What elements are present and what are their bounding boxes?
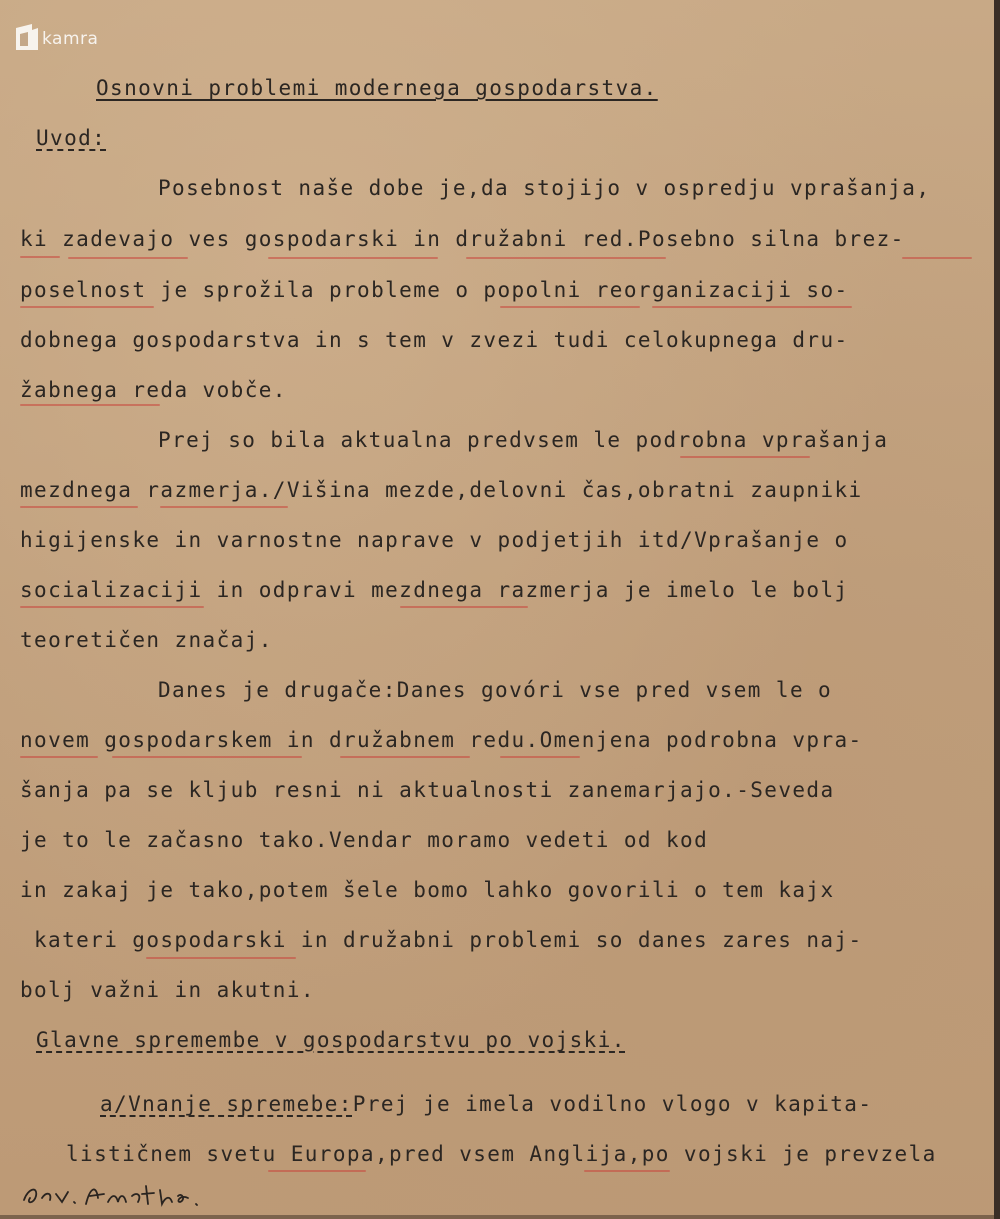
red-underline: [340, 756, 470, 758]
text-line-12: novem gospodarskem in družabnem redu.Omenjena podrobna vpra-: [20, 728, 863, 752]
text-line-2: ki zadevajo ves gospodarski in družabni red.Posebno silna brez-: [20, 227, 905, 251]
subsection-block: [100, 1094, 872, 1115]
sub-line-1: Prej je imela vodilno vlogo v kapita-: [352, 1092, 873, 1116]
text-line-13: šanja pa se kljub resni ni aktualnosti zanemarjajo.-Seveda: [20, 778, 835, 802]
document-title: Osnovni problemi modernega gospodarstva.: [96, 76, 658, 100]
handwritten-note: [20, 1178, 210, 1217]
red-underline: [20, 306, 154, 308]
watermark: [14, 22, 98, 52]
kamra-logo-icon: [14, 22, 40, 52]
red-underline: [902, 257, 972, 259]
text-line-6: Prej so bila aktualna predvsem le podrobna vprašanja: [158, 428, 889, 452]
red-underline: [20, 404, 160, 406]
red-underline: [146, 957, 296, 959]
red-underline: [500, 756, 580, 758]
red-underline: [20, 606, 204, 608]
red-underline: [466, 257, 666, 259]
red-underline: [160, 506, 288, 508]
text-line-15: in zakaj je tako,potem šele bomo lahko govorili o tem kajx: [20, 878, 835, 902]
text-line-14: je to le začasno tako.Vendar moramo vedeti od kod: [20, 828, 709, 852]
text-line-9: socializaciji in odpravi mezdnega razmerja je imelo le bolj: [20, 578, 849, 602]
text-line-7: mezdnega razmerja./Višina mezde,delovni čas,obratni zaupniki: [20, 478, 863, 502]
red-underline: [112, 756, 302, 758]
red-underline: [584, 1170, 670, 1172]
red-underline: [268, 257, 438, 259]
section-heading-intro: Uvod:: [36, 126, 107, 150]
page-edge-bottom: [0, 1215, 1000, 1219]
red-underline: [20, 506, 138, 508]
text-line-1: Posebnost naše dobe je,da stojijo v ospredju vprašanja,: [158, 176, 931, 200]
watermark-text: kamra: [42, 29, 99, 49]
text-line-4: dobnega gospodarstva in s tem v zvezi tudi celokupnega dru-: [20, 328, 849, 352]
red-underline: [652, 306, 852, 308]
text-line-10: teoretičen značaj.: [20, 628, 273, 652]
red-underline: [20, 756, 98, 758]
sub-line-2: lističnem svetu Europa,pred vsem Anglija,po vojski je prevzela: [66, 1142, 937, 1166]
red-underline: [268, 1170, 366, 1172]
text-line-5: žabnega reda vobče.: [20, 378, 287, 402]
red-underline: [680, 456, 810, 458]
red-underline: [500, 306, 640, 308]
text-line-16: kateri gospodarski in družabni problemi so danes zares naj-: [34, 928, 863, 952]
red-underline: [68, 257, 188, 259]
text-line-8: higijenske in varnostne naprave v podjetjih itd/Vprašanje o: [20, 528, 849, 552]
page-edge-right: [994, 0, 1000, 1219]
red-underline: [20, 256, 60, 258]
section-heading-changes: Glavne spremembe v gospodarstvu po vojski.: [36, 1028, 626, 1052]
text-line-11: Danes je drugače:Danes govóri vse pred vsem le o: [158, 678, 833, 702]
text-line-3: poselnost je sprožila probleme o popolni reorganizaciji so-: [20, 278, 849, 302]
red-underline: [400, 606, 528, 608]
text-line-17: bolj važni in akutni.: [20, 978, 315, 1002]
subsection-heading: a/Vnanje spremebe:: [100, 1092, 353, 1116]
